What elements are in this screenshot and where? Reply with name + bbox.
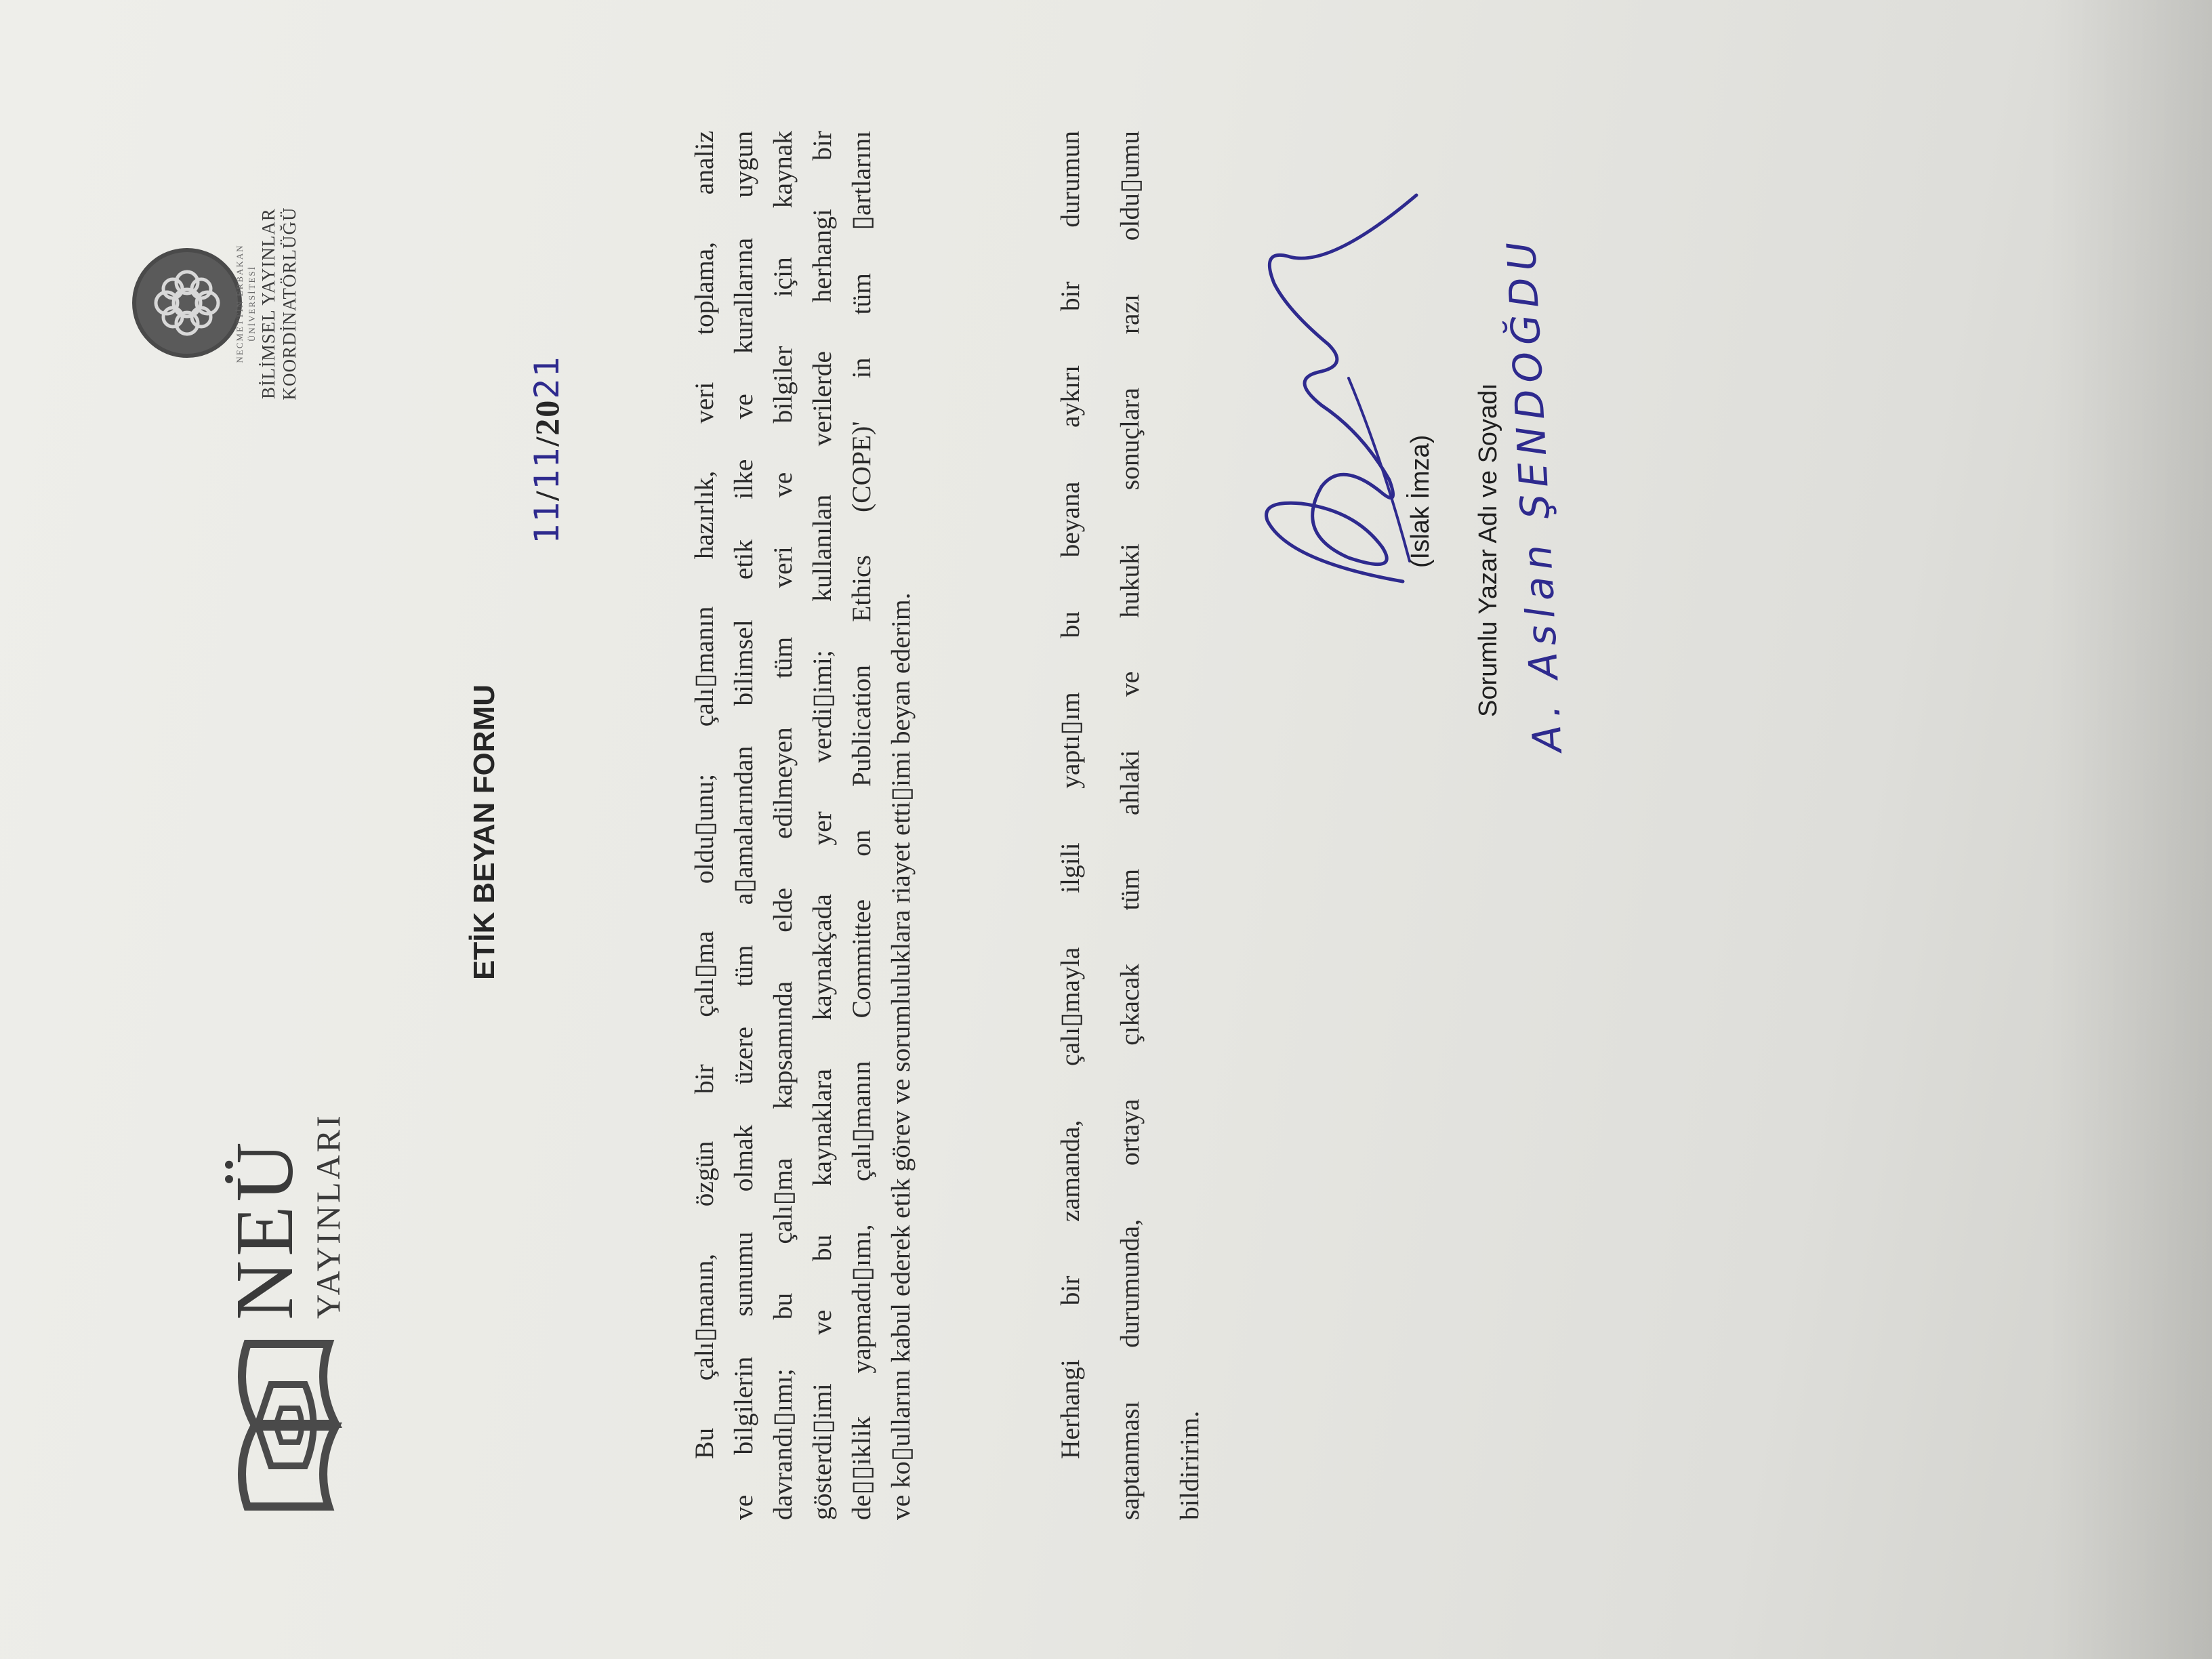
paragraph-line: de▯▯iklik yapmadı▯ımı, çalı▯manın Committee on Publication Ethics (COPE)' in tüm ▯artlarını <box>846 131 876 1520</box>
paragraph-line: Bu çalı▯manın, özgün bir çalı▯ma oldu▯unu; çalı▯manın hazırlık, veri toplama, analiz <box>689 131 719 1459</box>
form-title: ETİK BEYAN FORMU <box>468 684 501 980</box>
university-name-line1: NECMETTİN ERBAKAN <box>234 244 245 363</box>
unit-name-line1: BİLİMSEL YAYINLAR <box>258 208 279 399</box>
liability-paragraph <box>1040 131 1219 1520</box>
paragraph-line: saptanması durumunda, ortaya çıkacak tüm ahlaki ve hukuki sonuçlara razı oldu▯umu <box>1115 131 1145 1520</box>
brand-subtitle: YAYINLARI <box>309 1113 347 1319</box>
date-month: 11 <box>527 446 567 490</box>
paragraph-line: ve ko▯ullarını kabul ederek etik görev ve sorumluluklara riayet etti▯imi beyan ederim. <box>886 592 916 1520</box>
brand-name: NEÜ <box>219 1138 310 1320</box>
signature-scribble-icon <box>1247 175 1437 663</box>
paragraph-line: davrandı▯ımı; bu çalı▯ma kapsamında elde edilmeyen tüm veri ve bilgiler için kaynak <box>768 131 798 1520</box>
neu-book-logo <box>227 1337 342 1513</box>
form-date: 11/11/2021 <box>527 355 567 544</box>
paragraph-line: bildiririm. <box>1174 1410 1204 1520</box>
author-name-handwritten: A. Aslan ŞENDOĞDU <box>1498 234 1571 754</box>
university-name-line2: ÜNİVERSİTESİ <box>247 265 257 342</box>
book-logo-icon <box>227 1337 342 1513</box>
date-day: 11 <box>527 500 567 544</box>
declaration-paragraph <box>684 131 920 1520</box>
signature-label: (Islak İmza) <box>1406 434 1435 568</box>
paragraph-line: gösterdi▯imi ve bu kaynaklara kaynakçada yer verdi▯imi; kullanılan verilerde herhangi bir <box>807 131 837 1520</box>
paragraph-line: ve bilgilerin sunumu olmak üzere tüm a▯amalarından bilimsel etik ilke ve kurallarına uygun <box>729 131 758 1520</box>
date-year-suffix: 21 <box>527 355 567 399</box>
wet-signature <box>1247 175 1437 663</box>
university-seal-icon <box>132 248 242 358</box>
author-label: Sorumlu Yazar Adı ve Soyadı <box>1474 383 1502 717</box>
coordinatorship-label <box>234 182 300 426</box>
date-year-prefix: /20 <box>528 398 566 447</box>
paragraph-line: Herhangi bir zamanda, çalı▯mayla ilgili yaptı▯ım bu beyana aykırı bir durumun <box>1055 131 1085 1459</box>
unit-name-line2: KOORDİNATÖRLÜĞÜ <box>279 207 300 401</box>
